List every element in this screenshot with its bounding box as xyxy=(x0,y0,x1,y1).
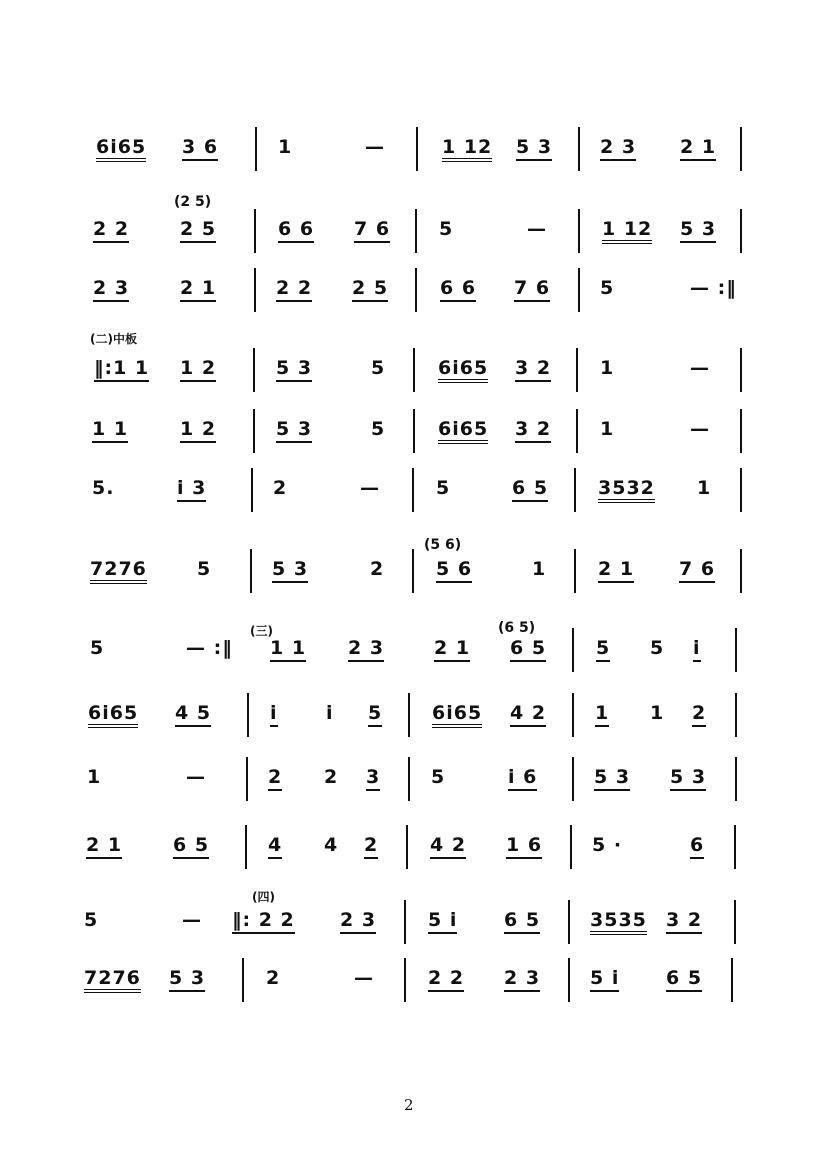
score-line-12 xyxy=(0,898,826,958)
note-group: 3532 xyxy=(598,478,655,503)
note-group: 6 6 xyxy=(278,219,314,243)
note-group: 7 6 xyxy=(514,278,550,302)
note-group: 2 1 xyxy=(180,278,216,302)
section-label: (四) xyxy=(252,890,275,904)
note-group: 1 xyxy=(600,418,615,440)
score-line-11 xyxy=(0,823,826,883)
note-group: 6 5 xyxy=(504,910,540,934)
score-line-7 xyxy=(0,547,826,607)
note-group: 5 xyxy=(436,477,451,499)
note-group: 3 xyxy=(366,767,380,791)
note-group: 1 12 xyxy=(442,137,492,162)
note-group: i 3 xyxy=(177,478,206,502)
note-group: 2 1 xyxy=(680,137,716,161)
barline xyxy=(412,468,414,512)
note-group: 2 1 xyxy=(434,638,470,662)
barline xyxy=(740,127,742,171)
note-group: 1 xyxy=(600,357,615,379)
note-group: 2 1 xyxy=(598,559,634,583)
note-group: 5 3 xyxy=(680,219,716,243)
note-group: 2 xyxy=(324,766,339,788)
grace-note-ornament: (6 5) xyxy=(498,620,536,636)
barline xyxy=(408,693,410,737)
note-group: — xyxy=(690,418,710,440)
note-group: — xyxy=(527,218,547,240)
note-group: 5 i xyxy=(590,968,619,992)
note-group: 2 2 xyxy=(93,219,129,243)
note-group: 3 6 xyxy=(182,137,218,161)
score-line-6 xyxy=(0,466,826,526)
note-group: 5 i xyxy=(428,910,457,934)
note-group: 5 xyxy=(600,277,615,299)
note-group: 1 12 xyxy=(602,219,652,244)
barline xyxy=(740,209,742,253)
barline xyxy=(416,127,418,171)
note-group: 4 xyxy=(324,834,339,856)
note-group: 1 1 xyxy=(270,638,306,662)
score-line-10 xyxy=(0,755,826,815)
note-group: 2 xyxy=(692,703,706,727)
note-group: 5 xyxy=(90,637,105,659)
note-group: — :‖ xyxy=(690,277,737,299)
barline xyxy=(740,409,742,453)
grace-note-ornament: (5 6) xyxy=(424,537,462,553)
note-group: 2 3 xyxy=(93,278,129,302)
note-group: ‖:1 1 xyxy=(94,358,149,382)
note-group: 5 xyxy=(197,558,212,580)
barline xyxy=(574,468,576,512)
note-group: 3535 xyxy=(590,910,647,935)
barline xyxy=(404,958,406,1002)
note-group: 2 5 xyxy=(180,219,216,243)
barline xyxy=(735,693,737,737)
note-group: 2 3 xyxy=(600,137,636,161)
note-group: 2 3 xyxy=(504,968,540,992)
barline xyxy=(568,900,570,944)
barline xyxy=(253,348,255,392)
score-line-13 xyxy=(0,956,826,1016)
note-group: 5 xyxy=(431,766,446,788)
note-group: 2 3 xyxy=(348,638,384,662)
barline xyxy=(572,693,574,737)
note-group: 1 2 xyxy=(180,358,216,382)
barline xyxy=(408,757,410,801)
score-line-5 xyxy=(0,407,826,467)
section-label: (三) xyxy=(250,624,273,638)
note-group: 5 xyxy=(596,638,610,662)
note-group: 5 6 xyxy=(436,559,472,583)
score-line-4 xyxy=(0,346,826,406)
note-group: 1 2 xyxy=(180,419,216,443)
note-group: — xyxy=(182,909,202,931)
section-label: (二)中板 xyxy=(90,332,137,346)
page-number: 2 xyxy=(404,1096,414,1114)
note-group: 4 2 xyxy=(430,835,466,859)
note-group: 5 xyxy=(371,418,386,440)
note-group: 7276 xyxy=(84,968,141,993)
note-group: 3 2 xyxy=(666,910,702,934)
note-group: 7 6 xyxy=(679,559,715,583)
barline xyxy=(404,900,406,944)
note-group: 5 3 xyxy=(594,767,630,791)
barline xyxy=(740,468,742,512)
note-group: 5 xyxy=(368,703,382,727)
note-group: 1 xyxy=(532,558,547,580)
note-group: 7276 xyxy=(90,559,147,584)
barline xyxy=(568,958,570,1002)
note-group: 5 · xyxy=(592,834,623,856)
score-line-3 xyxy=(0,266,826,326)
note-group: 3 2 xyxy=(515,358,551,382)
barline xyxy=(731,958,733,1002)
note-group: — xyxy=(365,136,385,158)
note-group: 5 3 xyxy=(516,137,552,161)
barline xyxy=(247,693,249,737)
barline xyxy=(255,127,257,171)
note-group: 2 xyxy=(364,835,378,859)
note-group: 2 xyxy=(268,767,282,791)
note-group: 1 xyxy=(278,136,293,158)
note-group: 6 5 xyxy=(510,638,546,662)
barline xyxy=(740,549,742,593)
note-group: i 6 xyxy=(508,767,537,791)
note-group: i xyxy=(270,703,278,727)
note-group: 5 xyxy=(439,218,454,240)
barline xyxy=(415,268,417,312)
note-group: 2 5 xyxy=(352,278,388,302)
note-group: i xyxy=(326,702,334,724)
barline xyxy=(574,549,576,593)
note-group: 4 5 xyxy=(175,703,211,727)
note-group: — xyxy=(360,477,380,499)
note-group: 1 xyxy=(697,477,712,499)
note-group: 6 6 xyxy=(440,278,476,302)
note-group: 5 3 xyxy=(276,358,312,382)
barline xyxy=(570,825,572,869)
barline xyxy=(576,348,578,392)
note-group: 5 3 xyxy=(670,767,706,791)
barline xyxy=(413,409,415,453)
note-group: 5 3 xyxy=(276,419,312,443)
barline xyxy=(254,209,256,253)
barline xyxy=(735,628,737,672)
barline xyxy=(578,209,580,253)
note-group: 6 5 xyxy=(173,835,209,859)
note-group: 5 3 xyxy=(272,559,308,583)
note-group: 6 5 xyxy=(512,478,548,502)
note-group: 2 xyxy=(266,967,281,989)
note-group: 4 2 xyxy=(510,703,546,727)
barline xyxy=(578,268,580,312)
note-group: 6i65 xyxy=(432,703,482,728)
barline xyxy=(735,757,737,801)
note-group: 2 1 xyxy=(86,835,122,859)
barline xyxy=(253,409,255,453)
barline xyxy=(245,825,247,869)
note-group: 2 xyxy=(273,477,288,499)
note-group: 1 xyxy=(87,766,102,788)
score-line-8 xyxy=(0,626,826,686)
barline xyxy=(254,268,256,312)
barline xyxy=(415,209,417,253)
barline xyxy=(734,825,736,869)
note-group: 6i65 xyxy=(438,358,488,383)
barline xyxy=(242,958,244,1002)
barline xyxy=(251,468,253,512)
note-group: 5 xyxy=(650,637,665,659)
note-group: ‖: 2 2 xyxy=(232,910,295,934)
score-line-9 xyxy=(0,691,826,751)
note-group: 1 xyxy=(595,703,609,727)
note-group: 1 xyxy=(650,702,665,724)
note-group: 5 3 xyxy=(169,968,205,992)
note-group: — :‖ xyxy=(186,637,233,659)
barline xyxy=(576,409,578,453)
barline xyxy=(412,549,414,593)
note-group: 2 2 xyxy=(276,278,312,302)
score-line-2 xyxy=(0,207,826,267)
note-group: 6i65 xyxy=(438,419,488,444)
note-group: 6i65 xyxy=(96,137,146,162)
barline xyxy=(572,628,574,672)
note-group: 2 xyxy=(370,558,385,580)
note-group: 2 3 xyxy=(340,910,376,934)
note-group: 5. xyxy=(92,477,115,499)
barline xyxy=(578,127,580,171)
note-group: — xyxy=(690,357,710,379)
note-group: 1 6 xyxy=(506,835,542,859)
barline xyxy=(246,757,248,801)
barline xyxy=(413,348,415,392)
barline xyxy=(572,757,574,801)
barline xyxy=(734,900,736,944)
note-group: 2 2 xyxy=(428,968,464,992)
note-group: 3 2 xyxy=(515,419,551,443)
note-group: 6 5 xyxy=(666,968,702,992)
note-group: 7 6 xyxy=(354,219,390,243)
note-group: 1 1 xyxy=(92,419,128,443)
note-group: 5 xyxy=(84,909,99,931)
barline xyxy=(250,549,252,593)
barline xyxy=(740,348,742,392)
note-group: — xyxy=(186,766,206,788)
note-group: — xyxy=(354,967,374,989)
note-group: 6i65 xyxy=(88,703,138,728)
barline xyxy=(406,825,408,869)
grace-note-ornament: (2 5) xyxy=(174,194,212,210)
note-group: 5 xyxy=(371,357,386,379)
score-line-1 xyxy=(0,125,826,185)
note-group: 4 xyxy=(268,835,282,859)
note-group: i xyxy=(693,638,701,662)
note-group: 6 xyxy=(690,835,704,859)
